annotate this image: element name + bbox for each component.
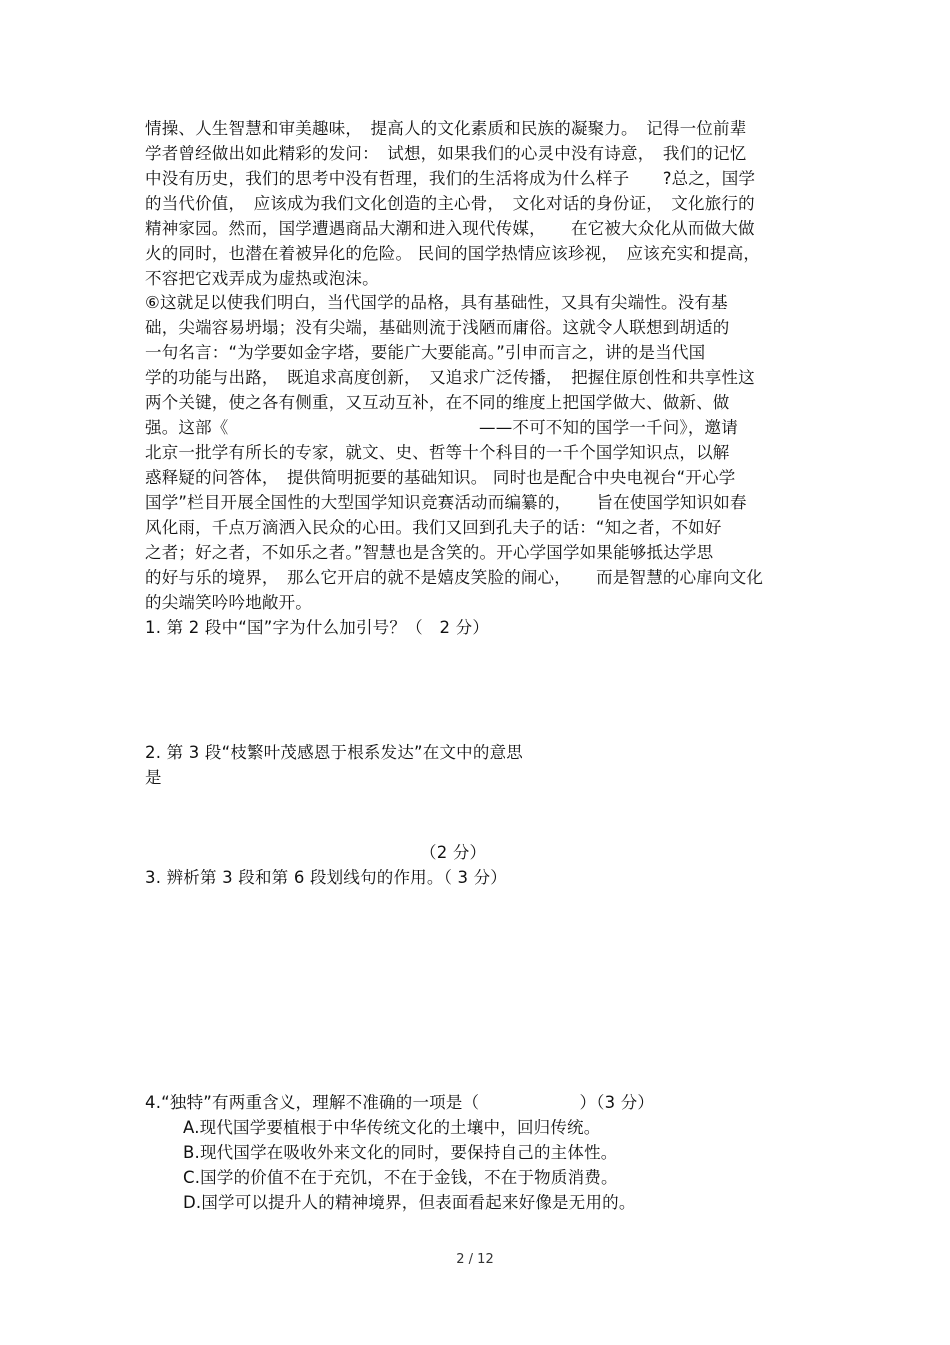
paragraph-line: 情操、人生智慧和审美趣味， 提高人的文化素质和民族的凝聚力。 记得一位前辈: [145, 119, 747, 138]
paragraph-line: ⑥这就足以使我们明白，当代国学的品格，具有基础性，又具有尖端性。没有基: [145, 293, 728, 312]
paragraph-line: 的好与乐的境界， 那么它开启的就不是嬉皮笑脸的闹心， 而是智慧的心扉向文化: [145, 568, 764, 587]
option-b: B.现代国学在吸收外来文化的同时，要保持自己的主体性。: [183, 1143, 618, 1162]
paragraph-line: 之者；好之者，不如乐之者。”智慧也是含笑的。开心学国学如果能够抵达学思: [145, 543, 714, 562]
option-d: D.国学可以提升人的精神境界，但表面看起来好像是无用的。: [183, 1193, 636, 1212]
question-4: 4.“独特”有两重含义，理解不准确的一项是（ ）（3 分）: [145, 1093, 655, 1112]
question-3: 3. 辨析第 3 段和第 6 段划线句的作用。（ 3 分）: [145, 868, 508, 887]
paragraph-line: 风化雨，千点万滴洒入民众的心田。我们又回到孔夫子的话：“知之者，不如好: [145, 518, 722, 537]
paragraph-line: 火的同时，也潜在着被异化的危险。 民间的国学热情应该珍视， 应该充实和提高，: [145, 244, 761, 263]
paragraph-line: 精神家园。然而，国学遭遇商品大潮和进入现代传媒， 在它被大众化从而做大做: [145, 219, 755, 238]
paragraph-line: 强。这部《 ——不可不知的国学一千问》，邀请: [145, 418, 738, 437]
question-2: 2. 第 3 段“枝繁叶茂感恩于根系发达”在文中的意思: [145, 743, 523, 762]
question-2-continued: 是: [145, 768, 162, 787]
question-2-score: （2 分）: [420, 843, 487, 862]
page-number: 2 / 12: [456, 1252, 494, 1267]
paragraph-line: 的尖端笑吟吟地敞开。: [145, 593, 312, 612]
paragraph-line: 北京一批学有所长的专家，就文、史、哲等十个科目的一千个国学知识点，以解: [145, 443, 730, 462]
option-c: C.国学的价值不在于充饥，不在于金钱，不在于物质消费。: [183, 1168, 618, 1187]
paragraph-line: 学者曾经做出如此精彩的发问： 试想，如果我们的心灵中没有诗意， 我们的记忆: [145, 144, 747, 163]
paragraph-line: 两个关键，使之各有侧重，又互动互补，在不同的维度上把国学做大、做新、做: [145, 393, 730, 412]
paragraph-line: 不容把它戏弄成为虚热或泡沫。: [145, 269, 379, 288]
paragraph-line: 学的功能与出路， 既追求高度创新， 又追求广泛传播， 把握住原创性和共享性这: [145, 368, 755, 387]
paragraph-line: 的当代价值， 应该成为我们文化创造的主心骨， 文化对话的身份证， 文化旅行的: [145, 194, 755, 213]
paragraph-line: 惑释疑的问答体， 提供简明扼要的基础知识。 同时也是配合中央电视台“开心学: [145, 468, 736, 487]
paragraph-line: 础，尖端容易坍塌；没有尖端，基础则流于浅陋而庸俗。这就令人联想到胡适的: [145, 318, 730, 337]
option-a: A.现代国学要植根于中华传统文化的土壤中，回归传统。: [183, 1118, 601, 1137]
paragraph-line: 国学”栏目开展全国性的大型国学知识竞赛活动而编纂的， 旨在使国学知识如春: [145, 493, 747, 512]
paragraph-line: 一句名言：“为学要如金字塔，要能广大要能高。”引申而言之，讲的是当代国: [145, 343, 706, 362]
question-1: 1. 第 2 段中“国”字为什么加引号？（ 2 分）: [145, 618, 490, 637]
paragraph-line: 中没有历史，我们的思考中没有哲理，我们的生活将成为什么样子 ?总之，国学: [145, 169, 756, 188]
